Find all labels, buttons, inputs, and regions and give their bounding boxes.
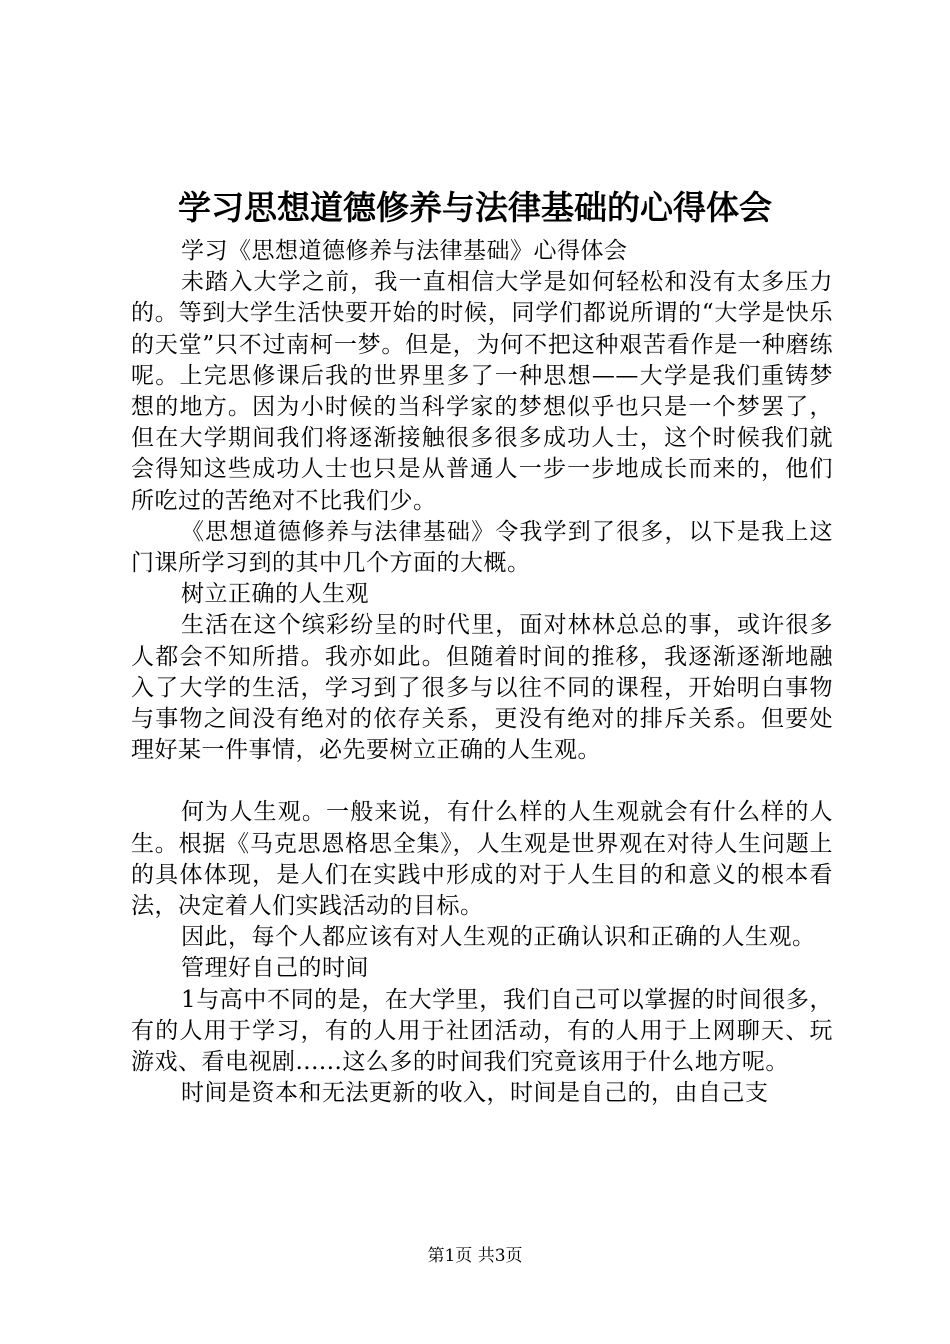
body-paragraph: 何为人生观。一般来说，有什么样的人生观就会有什么样的人生。根据《马克思恩格思全集》，人生观是世界观在对待人生问题上的具体体现，是人们在实践中形成的对于人生目的和意义的根本看法，决定着人们实践活动的目标。 [131,799,833,920]
page-footer: 第1页 共3页 [427,1246,523,1266]
section-heading: 管理好自己的时间 [181,955,369,982]
body-paragraph: 时间是资本和无法更新的收入，时间是自己的，由自己支 [181,1080,769,1107]
body-paragraph: 未踏入大学之前，我一直相信大学是如何轻松和没有太多压力的。等到大学生活快要开始的时候，同学们都说所谓的“大学是快乐的天堂”只不过南柯一梦。但是，为何不把这种艰苦看作是一种磨练呢。上完思修课后我的世界里多了一种思想——大学是我们重铸梦想的地方。因为小时候的当科学家的梦想似乎也只是一个梦罢了，但在大学期间我们将逐渐接触很多很多成功人士，这个时候我们就会得知这些成功人士也只是从普通人一步一步地成长而来的，他们所吃过的苦绝对不比我们少。 [131,269,833,514]
document-body [131,236,833,1109]
body-paragraph: 因此，每个人都应该有对人生观的正确认识和正确的人生观。 [181,924,816,951]
body-paragraph: 1与高中不同的是，在大学里，我们自己可以掌握的时间很多，有的人用于学习，有的人用于社团活动，有的人用于上网聊天、玩游戏、看电视剧......这么多的时间我们究竟该用于什么地方呢。 [131,986,833,1076]
document-title: 学习思想道德修养与法律基础的心得体会 [178,188,772,227]
section-heading: 树立正确的人生观 [181,581,369,608]
body-paragraph: 生活在这个缤彩纷呈的时代里，面对林林总总的事，或许很多人都会不知所措。我亦如此。但随着时间的推移，我逐渐逐渐地融入了大学的生活，学习到了很多与以往不同的课程，开始明白事物与事物之间没有绝对的依存关系，更没有绝对的排斥关系。但要处理好某一件事情，必先要树立正确的人生观。 [131,612,833,764]
body-paragraph: 《思想道德修养与法律基础》令我学到了很多，以下是我上这门课所学习到的其中几个方面的大概。 [131,518,833,577]
subtitle-paragraph: 学习《思想道德修养与法律基础》心得体会 [181,238,628,264]
